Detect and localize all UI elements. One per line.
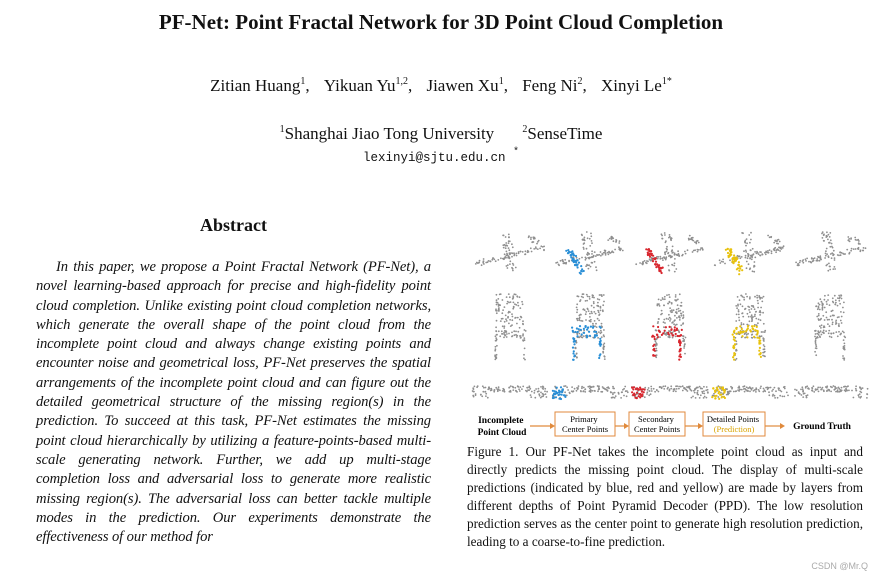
figure-caption: Figure 1. Our PF-Net takes the incomplete point cloud as input and directly predicts the missing point cloud. The display of multi-scale predictions (indicated by blue, red and yellow) are made by layers from different depths of Point Pyramid Decoder (PPD). The low resolution prediction serves as the center point to generate high resolution prediction, leading to a coarse-to-fine prediction.: [467, 444, 863, 549]
flow-box-secondary-label: Secondary Center Points: [633, 414, 681, 434]
watermark: CSDN @Mr.Q: [811, 561, 868, 571]
flow-box-primary-label: Primary Center Points: [561, 414, 609, 434]
author: Feng Ni$^2$,: [522, 76, 587, 95]
arrow-head-icon: [624, 423, 629, 429]
author-list: [0, 76, 882, 96]
arrow-head-icon: [780, 423, 785, 429]
affiliation: $^2$SenseTime: [522, 124, 603, 143]
paper-title: PF-Net: Point Fractal Network for 3D Point Cloud Completion: [158, 10, 724, 34]
point-cloud-panels: [472, 231, 869, 400]
contact-email: lexinyi@sjtu.edu.cn *: [362, 147, 520, 165]
author: Zitian Huang$^1$,: [210, 76, 310, 95]
arrow-head-icon: [550, 423, 555, 429]
arrow-head-icon: [698, 423, 703, 429]
author: Jiawen Xu$^1$,: [426, 76, 508, 95]
pipeline-flow: [478, 412, 852, 438]
figure-1: [462, 222, 872, 440]
affiliations: [0, 124, 882, 144]
abstract-text: In this paper, we propose a Point Fractal Network (PF-Net), a novel learning-based approach for precise and high-fidelity point cloud completion. Unlike existing point cloud completion networks, which generate the overall shape of the point cloud from the incomplete point cloud and always change existing points and encounter noise and geometrical loss, PF-Net preserves the spatial arrangements of the incomplete point cloud and can figure out the detailed geometrical structure of the missing region(s) in the prediction. To succeed at this task, PF-Net estimates the missing point cloud hierarchically by utilizing a feature-points-based multi-scale generating network. Further, we add up multi-stage completion loss and adversarial loss to generate more realistic missing region(s). The adversarial loss can better tackle multiple modes in the prediction. Our experiments demonstrate the effectiveness of our method for: [36, 259, 431, 546]
flow-end-label: Ground Truth: [793, 422, 851, 432]
flow-box-detailed-label: Detailed Points (Prediction): [706, 414, 760, 434]
flow-start-label: Incomplete Point Cloud: [477, 416, 527, 438]
author: Xinyi $Le^{1*}$: [600, 76, 672, 95]
affiliation: $^1$Shanghai Jiao Tong University: [279, 124, 495, 143]
abstract-heading: Abstract: [200, 215, 267, 235]
author: Yikuan Yu$^{1,2}$,: [323, 76, 413, 95]
